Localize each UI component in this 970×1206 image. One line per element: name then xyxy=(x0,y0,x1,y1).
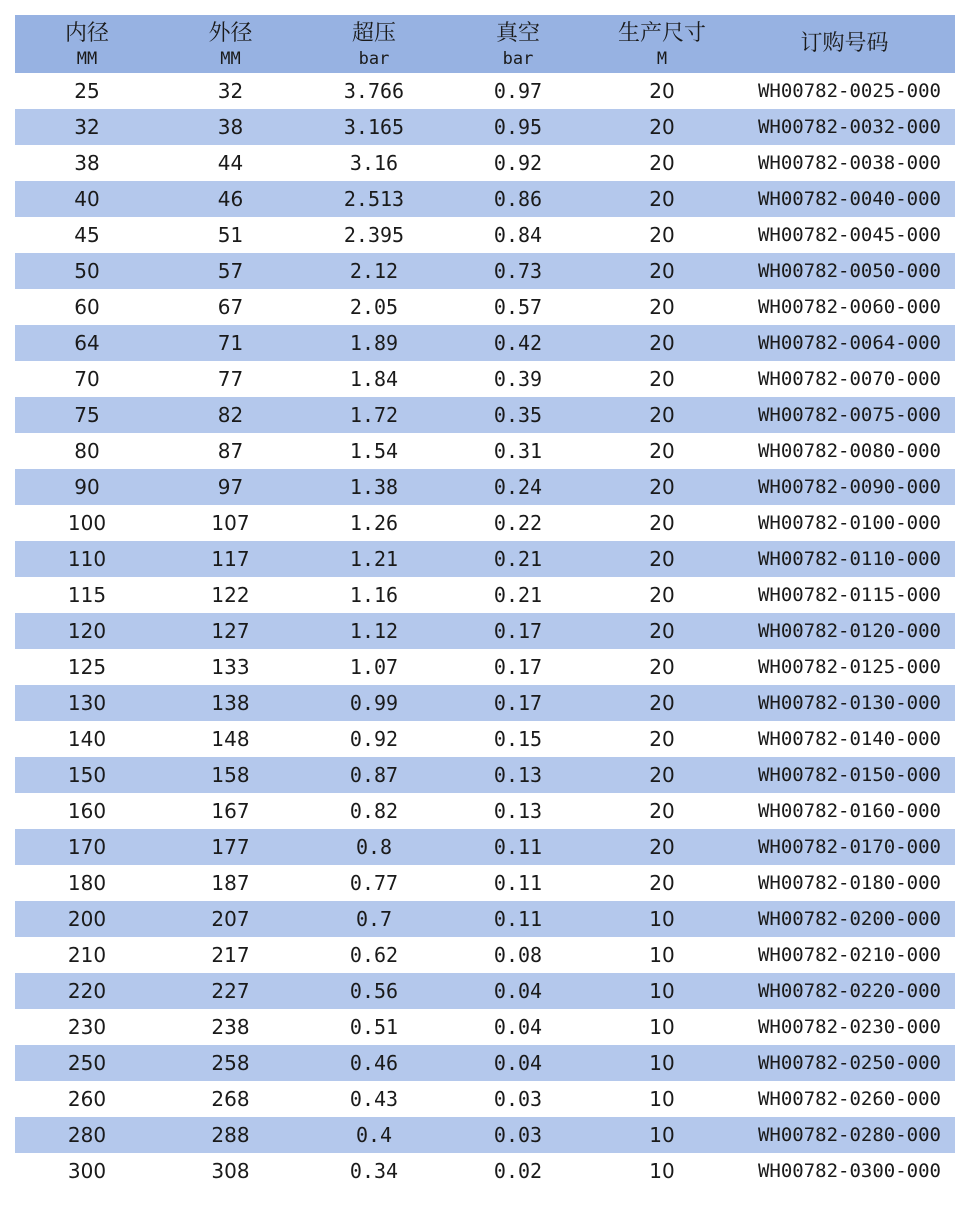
cell-production-length: 20 xyxy=(649,187,675,211)
table-row xyxy=(15,253,955,289)
cell-production-length: 10 xyxy=(649,1087,675,1111)
cell-production-length: 20 xyxy=(649,79,675,103)
cell-outer-diameter: 46 xyxy=(217,187,244,211)
cell-order-number: WH00782-0032-000 xyxy=(757,116,941,138)
cell-production-length: 20 xyxy=(649,367,675,391)
cell-outer-diameter: 138 xyxy=(211,691,250,715)
table-row xyxy=(15,649,955,685)
cell-outer-diameter: 87 xyxy=(217,439,244,463)
cell-order-number: WH00782-0064-000 xyxy=(757,332,941,354)
cell-inner-diameter: 115 xyxy=(67,583,107,607)
table-row xyxy=(15,181,955,217)
cell-outer-diameter: 167 xyxy=(211,799,250,823)
cell-production-length: 20 xyxy=(649,583,675,607)
cell-production-length: 20 xyxy=(649,403,675,427)
cell-vacuum: 0.57 xyxy=(493,295,543,319)
spec-table xyxy=(15,15,955,1189)
cell-vacuum: 0.35 xyxy=(493,403,543,427)
cell-overpressure: 0.43 xyxy=(349,1087,399,1111)
cell-inner-diameter: 300 xyxy=(67,1159,107,1183)
cell-order-number: WH00782-0280-000 xyxy=(757,1124,941,1146)
cell-order-number: WH00782-0130-000 xyxy=(757,692,941,714)
header-overpressure xyxy=(302,15,446,73)
cell-outer-diameter: 187 xyxy=(211,871,250,895)
cell-overpressure: 0.62 xyxy=(349,943,399,967)
cell-inner-diameter: 280 xyxy=(67,1123,107,1147)
cell-production-length: 20 xyxy=(649,511,675,535)
cell-overpressure: 1.16 xyxy=(349,583,399,607)
cell-overpressure: 0.8 xyxy=(355,835,393,859)
cell-overpressure: 0.87 xyxy=(349,763,399,787)
table-row xyxy=(15,541,955,577)
table-row xyxy=(15,1009,955,1045)
cell-inner-diameter: 250 xyxy=(67,1051,107,1075)
cell-outer-diameter: 107 xyxy=(211,511,250,535)
cell-inner-diameter: 150 xyxy=(67,763,107,787)
cell-outer-diameter: 288 xyxy=(211,1123,250,1147)
cell-production-length: 20 xyxy=(649,727,675,751)
cell-overpressure: 1.07 xyxy=(349,655,399,679)
cell-order-number: WH00782-0045-000 xyxy=(757,224,941,246)
cell-vacuum: 0.97 xyxy=(493,79,543,103)
cell-inner-diameter: 45 xyxy=(74,223,100,247)
cell-vacuum: 0.11 xyxy=(493,907,543,931)
cell-overpressure: 0.34 xyxy=(349,1159,399,1183)
header-vacuum xyxy=(446,15,590,73)
cell-production-length: 20 xyxy=(649,691,675,715)
cell-order-number: WH00782-0025-000 xyxy=(757,80,941,102)
table-row xyxy=(15,217,955,253)
header-unit: MM xyxy=(76,48,98,69)
cell-order-number: WH00782-0200-000 xyxy=(757,908,941,930)
cell-outer-diameter: 308 xyxy=(211,1159,250,1183)
cell-overpressure: 1.89 xyxy=(349,331,399,355)
cell-inner-diameter: 90 xyxy=(74,475,100,499)
cell-order-number: WH00782-0250-000 xyxy=(757,1052,941,1074)
cell-vacuum: 0.13 xyxy=(493,799,543,823)
cell-outer-diameter: 148 xyxy=(211,727,250,751)
cell-overpressure: 2.513 xyxy=(343,187,405,211)
header-label: 超压 xyxy=(351,20,396,46)
cell-inner-diameter: 32 xyxy=(74,115,100,139)
cell-order-number: WH00782-0150-000 xyxy=(757,764,941,786)
cell-inner-diameter: 230 xyxy=(67,1015,107,1039)
cell-vacuum: 0.15 xyxy=(493,727,543,751)
table-row xyxy=(15,901,955,937)
cell-inner-diameter: 260 xyxy=(67,1087,107,1111)
cell-production-length: 20 xyxy=(649,331,675,355)
cell-inner-diameter: 38 xyxy=(74,151,100,175)
cell-vacuum: 0.39 xyxy=(493,367,543,391)
cell-outer-diameter: 122 xyxy=(211,583,250,607)
cell-vacuum: 0.03 xyxy=(493,1087,543,1111)
table-row xyxy=(15,757,955,793)
cell-inner-diameter: 80 xyxy=(74,439,100,463)
cell-overpressure: 2.395 xyxy=(343,223,405,247)
cell-outer-diameter: 238 xyxy=(211,1015,250,1039)
cell-production-length: 20 xyxy=(649,763,675,787)
cell-inner-diameter: 130 xyxy=(67,691,107,715)
cell-order-number: WH00782-0100-000 xyxy=(757,512,941,534)
cell-production-length: 20 xyxy=(649,475,675,499)
cell-inner-diameter: 220 xyxy=(67,979,107,1003)
table-row xyxy=(15,325,955,361)
cell-inner-diameter: 170 xyxy=(67,835,107,859)
cell-outer-diameter: 207 xyxy=(211,907,250,931)
cell-production-length: 20 xyxy=(649,151,675,175)
cell-outer-diameter: 67 xyxy=(217,295,244,319)
table-row xyxy=(15,505,955,541)
table-row xyxy=(15,613,955,649)
cell-vacuum: 0.21 xyxy=(493,583,543,607)
header-inner-diameter xyxy=(15,15,159,73)
cell-overpressure: 1.12 xyxy=(349,619,399,643)
cell-production-length: 20 xyxy=(649,295,675,319)
cell-overpressure: 1.26 xyxy=(349,511,399,535)
cell-inner-diameter: 60 xyxy=(74,295,100,319)
table-row xyxy=(15,685,955,721)
table-row xyxy=(15,793,955,829)
cell-outer-diameter: 127 xyxy=(211,619,250,643)
cell-production-length: 10 xyxy=(649,1015,675,1039)
cell-vacuum: 0.84 xyxy=(493,223,543,247)
cell-outer-diameter: 71 xyxy=(217,331,244,355)
cell-overpressure: 0.46 xyxy=(349,1051,399,1075)
cell-outer-diameter: 32 xyxy=(217,79,244,103)
table-row xyxy=(15,829,955,865)
cell-order-number: WH00782-0230-000 xyxy=(757,1016,941,1038)
cell-overpressure: 3.165 xyxy=(343,115,405,139)
cell-order-number: WH00782-0140-000 xyxy=(757,728,941,750)
cell-outer-diameter: 177 xyxy=(211,835,250,859)
cell-production-length: 20 xyxy=(649,655,675,679)
cell-production-length: 20 xyxy=(649,799,675,823)
cell-outer-diameter: 97 xyxy=(217,475,244,499)
header-unit: M xyxy=(656,48,668,69)
cell-vacuum: 0.31 xyxy=(493,439,543,463)
cell-vacuum: 0.02 xyxy=(493,1159,543,1183)
table-row xyxy=(15,937,955,973)
cell-vacuum: 0.08 xyxy=(493,943,543,967)
spec-table-container xyxy=(15,15,955,1189)
header-unit: bar xyxy=(358,48,390,69)
cell-order-number: WH00782-0110-000 xyxy=(757,548,941,570)
cell-inner-diameter: 25 xyxy=(74,79,100,103)
cell-overpressure: 3.766 xyxy=(343,79,405,103)
cell-order-number: WH00782-0220-000 xyxy=(757,980,941,1002)
cell-outer-diameter: 258 xyxy=(211,1051,250,1075)
cell-outer-diameter: 217 xyxy=(211,943,250,967)
cell-production-length: 20 xyxy=(649,619,675,643)
cell-order-number: WH00782-0090-000 xyxy=(757,476,941,498)
cell-vacuum: 0.21 xyxy=(493,547,543,571)
table-row xyxy=(15,469,955,505)
header-unit: MM xyxy=(220,48,241,69)
header-row xyxy=(15,15,955,73)
cell-production-length: 20 xyxy=(649,115,675,139)
cell-production-length: 10 xyxy=(649,979,675,1003)
cell-outer-diameter: 44 xyxy=(217,151,244,175)
cell-order-number: WH00782-0060-000 xyxy=(757,296,941,318)
cell-order-number: WH00782-0300-000 xyxy=(757,1160,941,1182)
cell-order-number: WH00782-0075-000 xyxy=(757,404,941,426)
cell-inner-diameter: 75 xyxy=(74,403,100,427)
cell-order-number: WH00782-0120-000 xyxy=(757,620,941,642)
cell-vacuum: 0.13 xyxy=(493,763,543,787)
cell-outer-diameter: 268 xyxy=(211,1087,250,1111)
cell-overpressure: 0.7 xyxy=(355,907,393,931)
cell-overpressure: 0.77 xyxy=(349,871,399,895)
cell-production-length: 10 xyxy=(649,907,675,931)
table-row xyxy=(15,289,955,325)
cell-order-number: WH00782-0038-000 xyxy=(757,152,941,174)
cell-production-length: 20 xyxy=(649,871,675,895)
cell-order-number: WH00782-0160-000 xyxy=(757,800,941,822)
cell-inner-diameter: 110 xyxy=(67,547,107,571)
cell-order-number: WH00782-0210-000 xyxy=(757,944,941,966)
cell-vacuum: 0.11 xyxy=(493,835,543,859)
header-order-number xyxy=(734,15,955,73)
cell-outer-diameter: 57 xyxy=(217,259,244,283)
cell-outer-diameter: 38 xyxy=(217,115,244,139)
cell-order-number: WH00782-0115-000 xyxy=(757,584,941,606)
header-label: 内径 xyxy=(64,20,109,46)
table-row xyxy=(15,145,955,181)
cell-order-number: WH00782-0125-000 xyxy=(757,656,941,678)
cell-overpressure: 0.92 xyxy=(349,727,399,751)
table-row xyxy=(15,73,955,109)
cell-outer-diameter: 133 xyxy=(211,655,250,679)
cell-outer-diameter: 82 xyxy=(217,403,244,427)
cell-production-length: 20 xyxy=(649,439,675,463)
table-row xyxy=(15,433,955,469)
table-row xyxy=(15,1117,955,1153)
cell-overpressure: 0.82 xyxy=(349,799,399,823)
header-label: 真空 xyxy=(495,20,540,46)
cell-vacuum: 0.03 xyxy=(493,1123,543,1147)
cell-inner-diameter: 140 xyxy=(67,727,107,751)
table-body xyxy=(15,73,955,1189)
table-row xyxy=(15,109,955,145)
cell-inner-diameter: 70 xyxy=(74,367,100,391)
cell-order-number: WH00782-0180-000 xyxy=(757,872,941,894)
table-row xyxy=(15,1153,955,1189)
cell-vacuum: 0.42 xyxy=(493,331,543,355)
cell-overpressure: 1.54 xyxy=(349,439,399,463)
cell-production-length: 10 xyxy=(649,1159,675,1183)
table-row xyxy=(15,973,955,1009)
cell-overpressure: 2.12 xyxy=(349,259,399,283)
cell-production-length: 10 xyxy=(649,1051,675,1075)
cell-inner-diameter: 125 xyxy=(67,655,107,679)
table-header xyxy=(15,15,955,73)
cell-vacuum: 0.73 xyxy=(493,259,543,283)
table-row xyxy=(15,865,955,901)
cell-vacuum: 0.17 xyxy=(493,655,543,679)
header-label: 外径 xyxy=(208,20,253,46)
table-row xyxy=(15,1045,955,1081)
cell-outer-diameter: 117 xyxy=(211,547,250,571)
cell-vacuum: 0.86 xyxy=(493,187,543,211)
cell-order-number: WH00782-0170-000 xyxy=(757,836,941,858)
cell-inner-diameter: 180 xyxy=(67,871,107,895)
cell-overpressure: 1.72 xyxy=(349,403,399,427)
cell-overpressure: 1.21 xyxy=(349,547,399,571)
cell-production-length: 20 xyxy=(649,835,675,859)
cell-overpressure: 3.16 xyxy=(349,151,399,175)
cell-vacuum: 0.04 xyxy=(493,979,543,1003)
cell-inner-diameter: 100 xyxy=(67,511,107,535)
cell-overpressure: 1.84 xyxy=(349,367,399,391)
cell-inner-diameter: 210 xyxy=(67,943,107,967)
table-row xyxy=(15,361,955,397)
header-outer-diameter xyxy=(159,15,302,73)
cell-vacuum: 0.24 xyxy=(493,475,543,499)
cell-inner-diameter: 50 xyxy=(74,259,100,283)
cell-production-length: 20 xyxy=(649,547,675,571)
cell-production-length: 20 xyxy=(649,259,675,283)
cell-vacuum: 0.92 xyxy=(493,151,543,175)
cell-overpressure: 0.56 xyxy=(349,979,399,1003)
cell-outer-diameter: 77 xyxy=(217,367,244,391)
cell-inner-diameter: 64 xyxy=(74,331,100,355)
cell-order-number: WH00782-0260-000 xyxy=(757,1088,941,1110)
table-row xyxy=(15,397,955,433)
cell-inner-diameter: 160 xyxy=(67,799,107,823)
cell-overpressure: 2.05 xyxy=(349,295,399,319)
table-row xyxy=(15,721,955,757)
cell-inner-diameter: 40 xyxy=(74,187,100,211)
cell-production-length: 10 xyxy=(649,1123,675,1147)
cell-vacuum: 0.04 xyxy=(493,1051,543,1075)
cell-vacuum: 0.95 xyxy=(493,115,543,139)
header-production-length xyxy=(590,15,734,73)
cell-outer-diameter: 227 xyxy=(211,979,250,1003)
cell-vacuum: 0.04 xyxy=(493,1015,543,1039)
cell-production-length: 10 xyxy=(649,943,675,967)
cell-overpressure: 0.51 xyxy=(349,1015,399,1039)
cell-vacuum: 0.17 xyxy=(493,619,543,643)
cell-outer-diameter: 158 xyxy=(211,763,250,787)
header-label: 订购号码 xyxy=(800,31,889,56)
cell-production-length: 20 xyxy=(649,223,675,247)
cell-order-number: WH00782-0040-000 xyxy=(757,188,941,210)
table-row xyxy=(15,577,955,613)
cell-vacuum: 0.11 xyxy=(493,871,543,895)
cell-vacuum: 0.22 xyxy=(493,511,543,535)
cell-order-number: WH00782-0070-000 xyxy=(757,368,941,390)
cell-inner-diameter: 120 xyxy=(67,619,107,643)
cell-outer-diameter: 51 xyxy=(217,223,244,247)
cell-vacuum: 0.17 xyxy=(493,691,543,715)
header-unit: bar xyxy=(502,48,534,69)
header-label: 生产尺寸 xyxy=(617,20,706,46)
cell-overpressure: 0.4 xyxy=(355,1123,393,1147)
table-row xyxy=(15,1081,955,1117)
cell-order-number: WH00782-0080-000 xyxy=(757,440,941,462)
cell-order-number: WH00782-0050-000 xyxy=(757,260,941,282)
cell-overpressure: 0.99 xyxy=(349,691,399,715)
cell-inner-diameter: 200 xyxy=(67,907,107,931)
cell-overpressure: 1.38 xyxy=(349,475,399,499)
